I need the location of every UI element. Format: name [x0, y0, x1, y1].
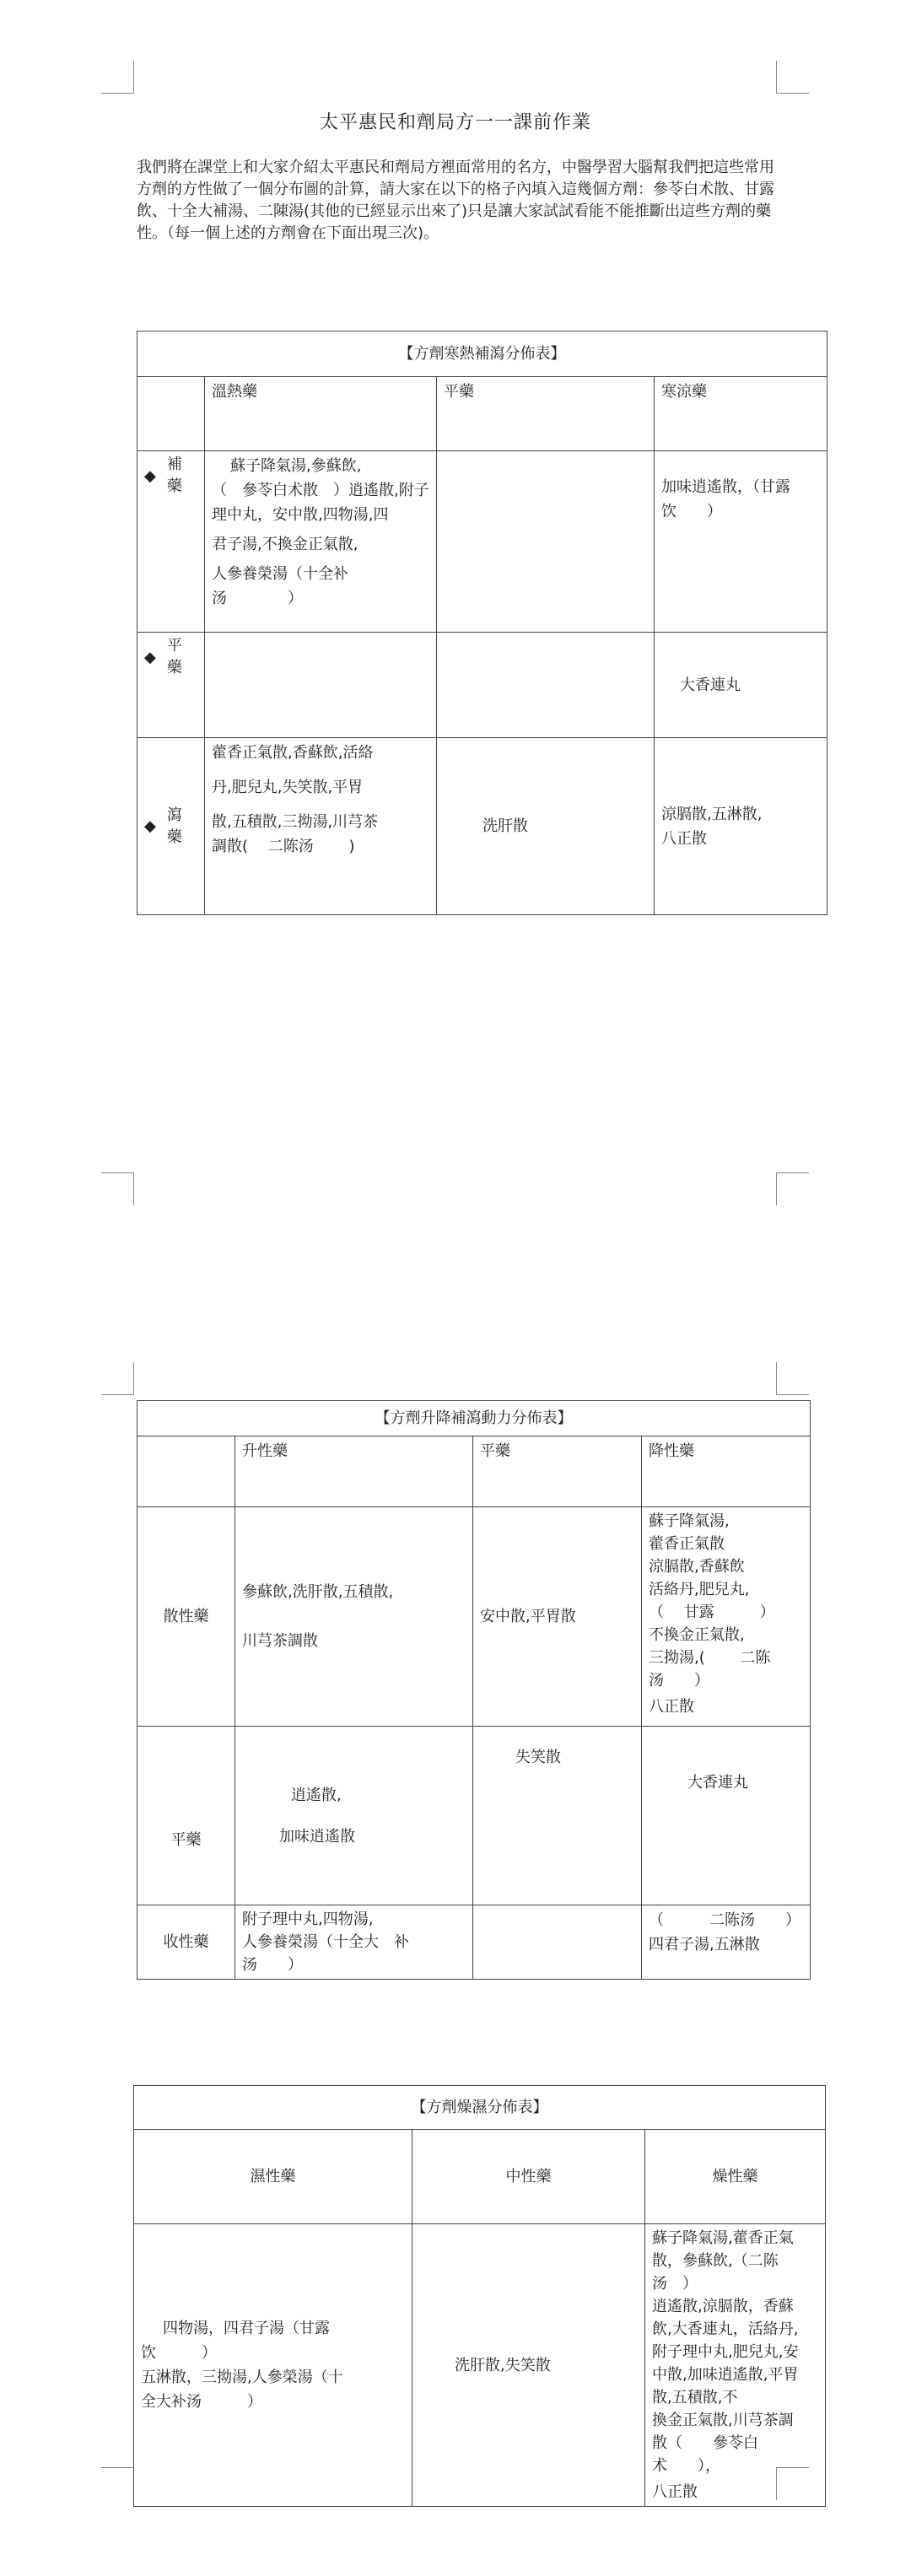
cell-line: 饮 ） [141, 2344, 217, 2362]
cell-line [242, 1808, 466, 1824]
cell-line: 饮 ） [661, 503, 722, 520]
column-header: 平藥 [473, 1436, 642, 1507]
cell-line: 附子理中丸,肥兒丸,安 [652, 2343, 799, 2361]
table-caption: 【方劑升降補瀉動力分佈表】 [137, 1401, 811, 1436]
cell-line: 換金正氣散,川芎茶調 [652, 2412, 794, 2429]
cell-line: 五淋散，三拗湯,人參榮湯（十 [141, 2369, 343, 2386]
page-corner-mark [101, 1172, 134, 1205]
cell-line: 蘇子降氣湯,參蘇飲, [230, 457, 362, 475]
cell-line: 人參養榮湯（十全补 [212, 565, 348, 583]
table-up-down [137, 1400, 811, 1980]
row-label-char: 藥 [166, 659, 182, 676]
cell-line: 失笑散 [515, 1749, 561, 1766]
bullet-diamond-icon: ◆ [144, 648, 156, 666]
bullet-diamond-icon: ◆ [144, 466, 156, 485]
table-dry-wet [133, 2085, 826, 2507]
row-label-char: 平 [166, 637, 182, 655]
cell-line: 安中散,平胃散 [480, 1608, 576, 1625]
cell-line: 中散,加味逍遙散,平胃 [652, 2366, 799, 2384]
cell-line: 蘇子降氣湯, [649, 1512, 730, 1530]
page-title: 太平惠民和劑局方一一課前作業 [319, 112, 591, 133]
cell-line: 逍遙散, [291, 1786, 342, 1804]
cell-line: 汤 ） [649, 1672, 709, 1689]
page-corner-mark [776, 1362, 809, 1395]
cell-line: 蘇子降氣湯,藿香正氣 [652, 2229, 794, 2247]
row-header: 平藥 [137, 1727, 235, 1905]
cell-line: 术 ）， [652, 2457, 720, 2475]
cell-line: 散,五積散,三拗湯,川芎茶 [212, 813, 379, 831]
cell-line: 洗肝散 [482, 817, 528, 835]
cell-line: （ 二陈汤 ） [649, 1911, 800, 1929]
row-label-char: 瀉 [166, 806, 182, 824]
cell-line: （ 甘露 ） [649, 1603, 775, 1621]
cell-line: 川芎茶調散 [242, 1632, 318, 1650]
column-header: 溫熱藥 [205, 377, 437, 451]
cell-line: 逍遙散,涼膈散，香蘇 [652, 2298, 794, 2315]
cell-line: 散，參蘇飲,（二陈 [652, 2252, 779, 2270]
cell-line: 大香連丸 [687, 1774, 748, 1792]
cell-line: 不換金正氣散, [649, 1626, 745, 1644]
cell-line: 加味逍遙散，（甘露 [661, 478, 790, 496]
cell-line: 君子湯,不換金正氣散, [212, 536, 358, 553]
column-header: 燥性藥 [645, 2130, 826, 2224]
column-header: 平藥 [437, 377, 655, 451]
column-header: 升性藥 [235, 1436, 473, 1507]
table-caption: 【方劑寒熱補瀉分佈表】 [137, 331, 827, 377]
cell-line: 汤 ） [212, 590, 303, 607]
cell-line: 飲,大香連丸，活絡丹, [652, 2320, 799, 2338]
bullet-diamond-icon: ◆ [144, 817, 156, 835]
cell-line: 理中丸，安中散,四物湯,四 [212, 506, 389, 524]
cell-line: 調散( 二陈汤 ) [212, 838, 355, 855]
cell-line: 散（ 參苓白 [652, 2434, 758, 2452]
cell-line: 涼膈散,香蘇飲 [649, 1558, 745, 1576]
page-corner-mark [101, 2467, 134, 2500]
cell-line: 藿香正氣散 [649, 1535, 725, 1553]
row-label-char: 藥 [166, 477, 182, 495]
row-header [137, 451, 205, 633]
cell-line: 四物湯，四君子湯（甘露 [163, 2320, 330, 2337]
row-header: 散性藥 [137, 1507, 235, 1727]
cell-line: 三拗湯,( 二陈 [649, 1649, 771, 1667]
cell-line: 全大补汤 ） [141, 2393, 262, 2411]
cell-line: 涼膈散,五淋散, [661, 805, 763, 823]
cell-line: 活絡丹,肥兒丸, [649, 1581, 750, 1598]
cell-line: 八正散 [649, 1698, 694, 1716]
row-label-char: 補 [166, 455, 182, 473]
page-corner-mark [101, 61, 134, 94]
page-corner-mark [776, 1172, 809, 1205]
column-header: 中性藥 [412, 2130, 645, 2224]
cell-line [242, 1604, 466, 1629]
column-header: 濕性藥 [134, 2130, 412, 2224]
cell-line: 八正散 [652, 2483, 698, 2501]
cell-line: 洗肝散,失笑散 [455, 2356, 551, 2374]
row-header: 收性藥 [137, 1905, 235, 1980]
page-corner-mark [101, 1362, 134, 1395]
column-header: 寒涼藥 [655, 377, 827, 451]
column-header: 降性藥 [642, 1436, 811, 1507]
cell-line: 人參養榮湯（十全大 补 [242, 1933, 409, 1951]
cell-line: 參蘇飲,洗肝散,五積散, [242, 1583, 394, 1601]
cell-line: 四君子湯,五淋散 [649, 1936, 760, 1954]
cell-line: 汤 ） [652, 2275, 698, 2293]
row-label-char: 藥 [166, 827, 182, 846]
cell-line: 汤 ） [242, 1956, 303, 1974]
cell-line: 丹,肥兒丸,失笑散,平胃 [212, 779, 364, 796]
table-hot-cold [137, 331, 827, 915]
intro-paragraph: 我們將在課堂上和大家介紹太平惠民和劑局方裡面常用的名方，中醫學習大腦幫我們把這些常用方劑的方性做了一個分布圖的計算，請大家在以下的格子內填入這幾個方劑：參苓白术散、甘露飲、十全大補湯、二陳湯(其他的已經显示出來了)只是讓大家試試看能不能推斷出這些方劑的藥性。（每一個上述的方劑會在下面出現三次)。 [137, 159, 774, 242]
cell-line: 附子理中丸,四物湯, [242, 1910, 374, 1928]
table-caption: 【方劑燥濕分佈表】 [134, 2086, 826, 2130]
cell-line: 散,五積散,不 [652, 2389, 738, 2406]
cell-line: 加味逍遙散 [279, 1827, 355, 1846]
cell-line: 大香連丸 [680, 676, 741, 694]
cell-line: 藿香正氣散,香蘇飲,活絡 [212, 744, 374, 762]
cell-line: （ 參苓白术散 ）逍遙散,附子 [212, 482, 429, 499]
cell-line: 八正散 [661, 829, 707, 848]
page-corner-mark [776, 61, 809, 94]
